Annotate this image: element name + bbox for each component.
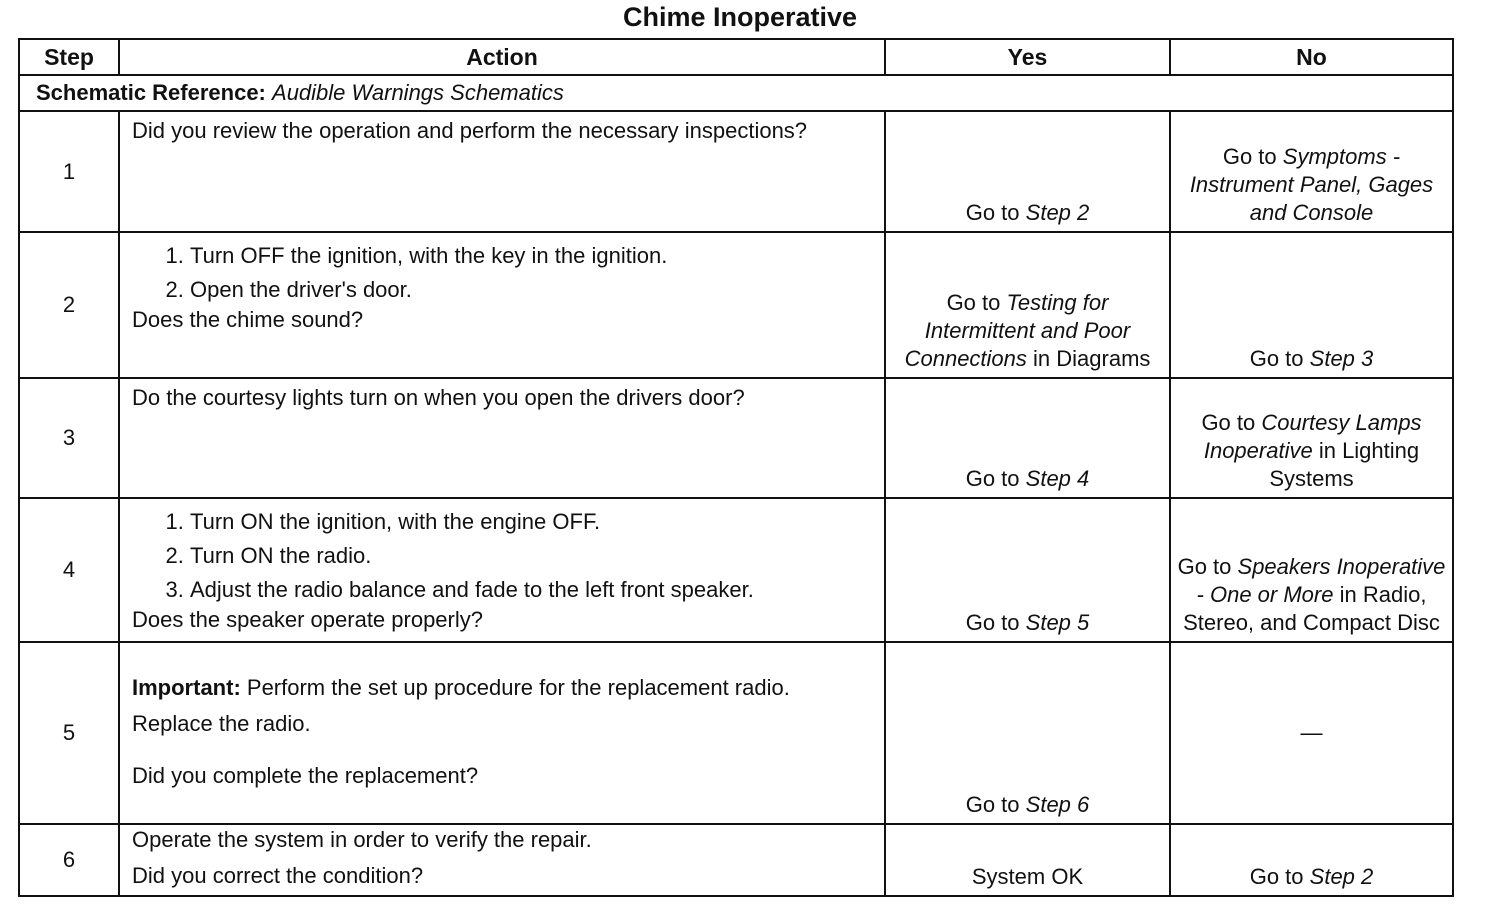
- no-link: Courtesy Lamps Inoperative: [1203, 410, 1422, 463]
- page-title: Chime Inoperative: [622, 2, 858, 32]
- schematic-reference-link: Audible Warnings Schematics: [272, 80, 564, 105]
- action-question: Did you complete the replacement?: [132, 763, 479, 788]
- step-number: 6: [19, 824, 119, 896]
- action-cell: [119, 232, 885, 378]
- yes-link: Step 4: [1025, 466, 1090, 491]
- yes-cell: [885, 232, 1170, 378]
- no-link: Speakers Inoperative - One or More: [1196, 554, 1446, 607]
- no-prefix: Go to: [1249, 864, 1304, 889]
- yes-link: Testing for Intermittent and Poor Connections: [904, 290, 1131, 371]
- schematic-reference-row: [19, 75, 1453, 111]
- step-number: 4: [19, 498, 119, 642]
- action-steps-list: [132, 239, 872, 307]
- header-no: No: [1170, 39, 1453, 75]
- step-number: 3: [19, 378, 119, 498]
- action-step: 2. Open the driver's door.: [190, 273, 872, 307]
- yes-link: Step 5: [1025, 610, 1090, 635]
- action-cell: [119, 498, 885, 642]
- yes-prefix: Go to: [965, 610, 1020, 635]
- step-number: 1: [19, 111, 119, 232]
- yes-prefix: Go to: [965, 200, 1020, 225]
- action-instruction: Operate the system in order to verify the repair.: [132, 827, 592, 852]
- yes-prefix: Go to: [965, 466, 1020, 491]
- no-dash: —: [1300, 720, 1323, 745]
- important-text: Perform the set up procedure for the replacement radio.: [246, 675, 790, 700]
- action-step: 1. Turn OFF the ignition, with the key in the ignition.: [190, 239, 872, 273]
- action-step: 2. Turn ON the radio.: [190, 539, 872, 573]
- yes-cell: [885, 642, 1170, 824]
- header-step: Step: [19, 39, 119, 75]
- action-steps-list: [132, 505, 872, 607]
- table-row: [19, 498, 1453, 642]
- diagnostic-table: [18, 38, 1454, 897]
- action-question: Does the chime sound?: [132, 307, 364, 332]
- schematic-reference: [19, 75, 1453, 111]
- action-question: Did you correct the condition?: [132, 863, 424, 888]
- table-row: [19, 642, 1453, 824]
- no-cell: [1170, 111, 1453, 232]
- table-row: [19, 378, 1453, 498]
- important-note: [132, 675, 872, 701]
- important-label: Important:: [132, 675, 241, 700]
- no-cell: [1170, 378, 1453, 498]
- action-step: 1. Turn ON the ignition, with the engine OFF.: [190, 505, 872, 539]
- action-cell: [119, 378, 885, 498]
- no-cell: [1170, 232, 1453, 378]
- yes-prefix: Go to: [965, 792, 1020, 817]
- table-row: [19, 824, 1453, 896]
- action-question: Did you review the operation and perform the necessary inspections?: [132, 118, 808, 143]
- no-cell: [1170, 498, 1453, 642]
- step-number: 2: [19, 232, 119, 378]
- yes-suffix: in Diagrams: [1033, 346, 1151, 371]
- no-link: Step 3: [1309, 346, 1374, 371]
- yes-link: Step 6: [1025, 792, 1090, 817]
- action-instruction: Replace the radio.: [132, 711, 311, 736]
- yes-cell: [885, 378, 1170, 498]
- action-cell: [119, 111, 885, 232]
- step-number: 5: [19, 642, 119, 824]
- no-prefix: Go to: [1222, 144, 1277, 169]
- table-row: [19, 111, 1453, 232]
- no-cell: [1170, 824, 1453, 896]
- no-cell: [1170, 642, 1453, 824]
- no-prefix: Go to: [1177, 554, 1232, 579]
- no-suffix: in Radio, Stereo, and Compact Disc: [1183, 582, 1440, 635]
- no-suffix: in Lighting Systems: [1269, 438, 1420, 491]
- yes-cell: [885, 111, 1170, 232]
- action-step: 3. Adjust the radio balance and fade to the left front speaker.: [190, 573, 872, 607]
- yes-cell: [885, 498, 1170, 642]
- action-question: Does the speaker operate properly?: [132, 607, 483, 632]
- yes-cell: [885, 824, 1170, 896]
- header-yes: Yes: [885, 39, 1170, 75]
- schematic-reference-label: Schematic Reference:: [36, 80, 266, 105]
- no-prefix: Go to: [1249, 346, 1304, 371]
- action-cell: [119, 824, 885, 896]
- action-cell: [119, 642, 885, 824]
- table-row: [19, 232, 1453, 378]
- yes-link: Step 2: [1025, 200, 1090, 225]
- yes-text: System OK: [971, 864, 1084, 889]
- no-prefix: Go to: [1201, 410, 1256, 435]
- header-action: Action: [119, 39, 885, 75]
- yes-prefix: Go to: [946, 290, 1001, 315]
- header-row: [19, 39, 1453, 75]
- no-link: Step 2: [1309, 864, 1374, 889]
- action-question: Do the courtesy lights turn on when you open the drivers door?: [132, 385, 745, 410]
- no-link: Symptoms - Instrument Panel, Gages and Console: [1189, 144, 1434, 225]
